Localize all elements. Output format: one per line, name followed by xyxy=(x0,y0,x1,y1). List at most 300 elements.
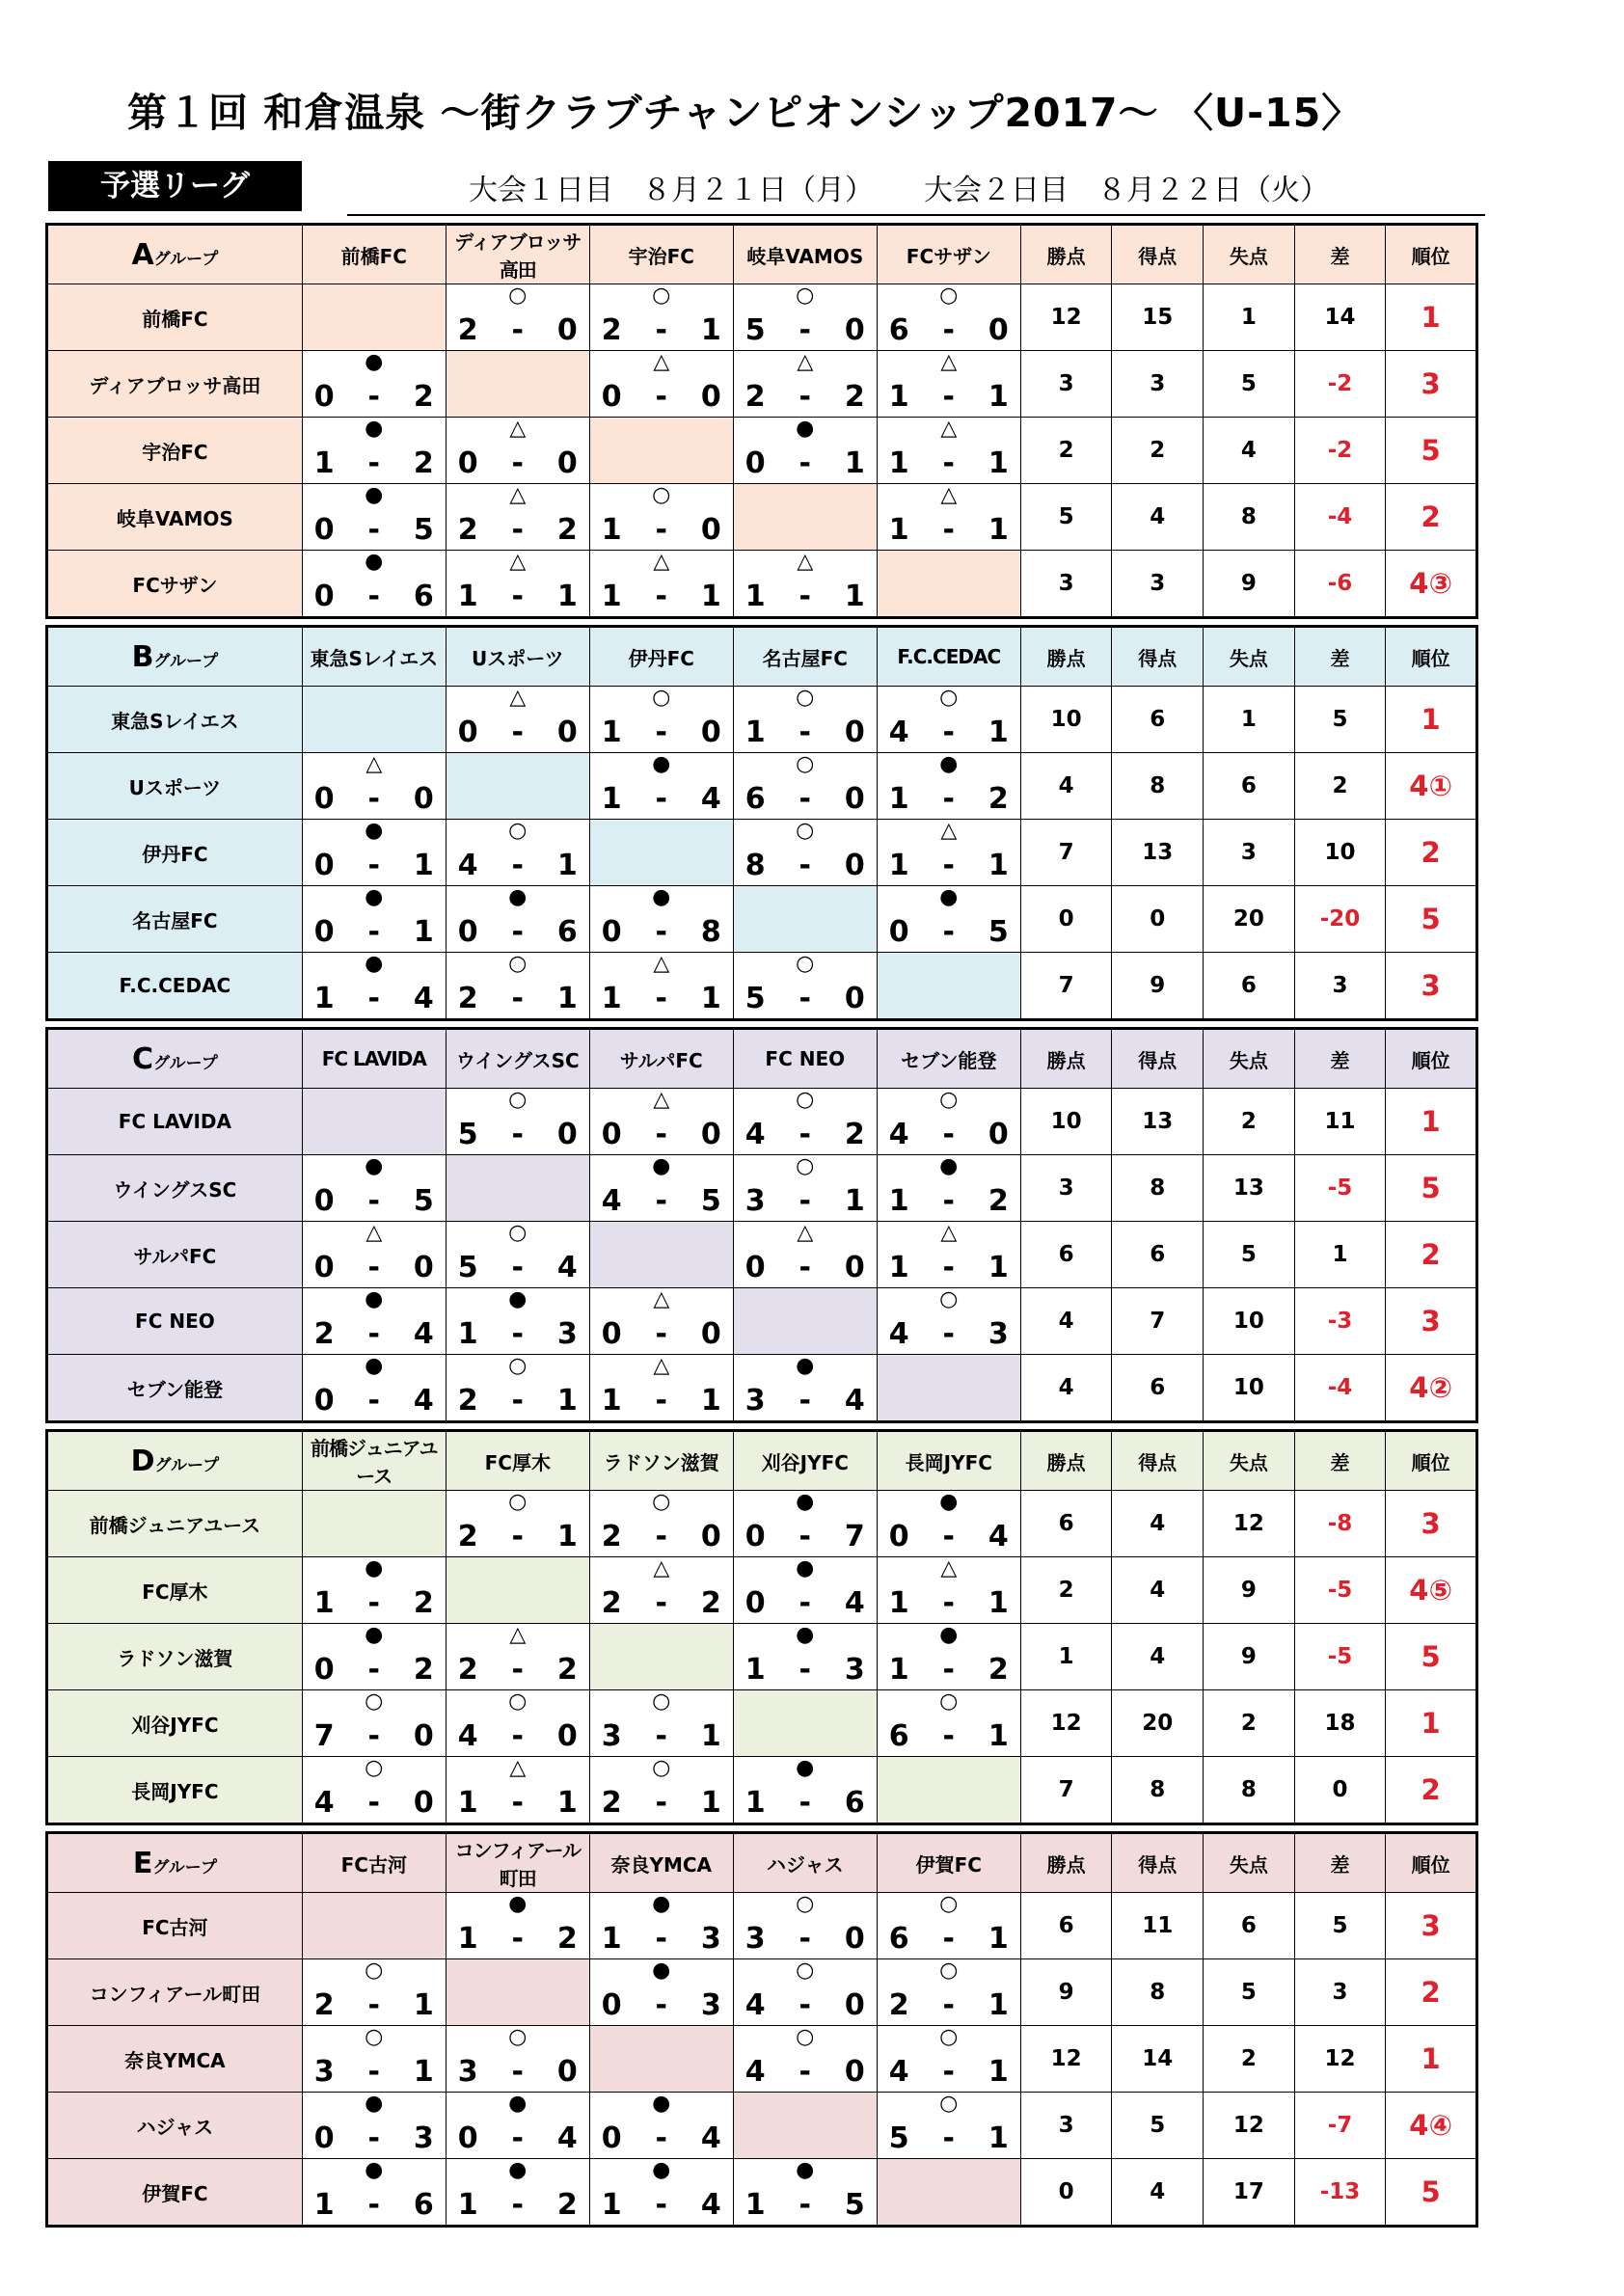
match-score xyxy=(602,381,721,414)
stat-header-rank: 順位 xyxy=(1386,627,1477,687)
match-result-cell xyxy=(302,551,446,618)
score-away: 4 xyxy=(556,1251,578,1284)
score-away: 6 xyxy=(844,1786,865,1820)
win-icon: ○ xyxy=(796,752,815,776)
score-dash: - xyxy=(511,2188,524,2222)
score-dash: - xyxy=(655,1184,667,1218)
win-icon: ○ xyxy=(796,1892,815,1916)
stat-goals-for: 8 xyxy=(1112,1155,1204,1222)
score-dash: - xyxy=(798,1184,811,1218)
match-result-cell xyxy=(589,1893,733,1959)
score-dash: - xyxy=(655,513,667,547)
score-dash: - xyxy=(367,1988,380,2022)
score-dash: - xyxy=(798,1384,811,1418)
stat-goal-diff: 2 xyxy=(1294,753,1386,820)
score-dash: - xyxy=(655,1520,667,1553)
score-away: 8 xyxy=(700,915,721,949)
stat-rank: 2 xyxy=(1386,1757,1477,1824)
team-row xyxy=(47,1491,1477,1557)
draw-icon: △ xyxy=(653,1088,670,1112)
stat-points: 0 xyxy=(1020,2159,1112,2227)
score-home: 1 xyxy=(888,1653,909,1687)
column-team-header: 刈谷JYFC xyxy=(733,1431,877,1491)
stat-goals-for: 0 xyxy=(1112,886,1204,953)
win-icon: ○ xyxy=(796,284,815,308)
score-home: 0 xyxy=(313,1251,335,1284)
match-score xyxy=(889,514,1009,547)
column-team-header: サルパFC xyxy=(589,1029,733,1089)
match-score xyxy=(602,1587,721,1620)
stat-goals-against: 20 xyxy=(1204,886,1295,953)
score-home: 1 xyxy=(601,982,622,1015)
win-icon: ○ xyxy=(365,1689,384,1714)
stat-goal-diff: 5 xyxy=(1294,687,1386,753)
score-home: 0 xyxy=(744,1251,766,1284)
score-away: 4 xyxy=(700,2188,721,2222)
score-home: 0 xyxy=(601,380,622,414)
stat-goals-against: 9 xyxy=(1204,551,1295,618)
stat-goal-diff: -2 xyxy=(1294,418,1386,484)
draw-icon: △ xyxy=(653,952,670,976)
score-home: 5 xyxy=(744,982,766,1015)
match-score xyxy=(602,581,721,613)
stat-header-goals-against: 失点 xyxy=(1204,1431,1295,1491)
score-dash: - xyxy=(367,1384,380,1418)
match-score xyxy=(889,1521,1009,1553)
match-score xyxy=(314,381,434,414)
stat-goals-against: 9 xyxy=(1204,1557,1295,1624)
loss-icon: ● xyxy=(939,752,959,776)
match-score xyxy=(458,1318,578,1351)
match-score xyxy=(458,2122,578,2155)
match-score xyxy=(889,381,1009,414)
match-score xyxy=(889,1587,1009,1620)
stat-points: 2 xyxy=(1020,1557,1112,1624)
row-team-name: ラドソン滋賀 xyxy=(47,1624,303,1690)
win-icon: ○ xyxy=(939,1958,959,1983)
score-home: 0 xyxy=(744,446,766,480)
score-home: 1 xyxy=(744,580,766,613)
match-result-cell xyxy=(446,2093,589,2159)
column-team-header: 東急Sレイエス xyxy=(302,627,446,687)
stat-goals-against: 1 xyxy=(1204,284,1295,351)
loss-icon: ● xyxy=(939,1490,959,1514)
score-dash: - xyxy=(798,446,811,480)
match-score xyxy=(745,1521,865,1553)
score-away: 6 xyxy=(413,580,434,613)
match-result-cell xyxy=(733,687,877,753)
score-home: 3 xyxy=(457,2055,478,2089)
score-home: 0 xyxy=(601,2121,622,2155)
stat-rank: 2 xyxy=(1386,820,1477,886)
match-result-cell xyxy=(733,1155,877,1222)
stat-points: 4 xyxy=(1020,1355,1112,1422)
match-result-cell xyxy=(302,1355,446,1422)
stat-goals-for: 3 xyxy=(1112,551,1204,618)
score-away: 2 xyxy=(556,513,578,547)
draw-icon: △ xyxy=(940,1556,958,1580)
stat-goals-against: 10 xyxy=(1204,1288,1295,1355)
match-result-cell xyxy=(302,418,446,484)
row-team-name: 前橋ジュニアユース xyxy=(47,1491,303,1557)
match-result-cell xyxy=(877,1893,1020,1959)
match-score xyxy=(889,1720,1009,1753)
score-away: 1 xyxy=(700,982,721,1015)
stat-goal-diff: 11 xyxy=(1294,1089,1386,1155)
score-dash: - xyxy=(367,446,380,480)
score-away: 1 xyxy=(988,716,1009,749)
score-dash: - xyxy=(798,1251,811,1284)
group-header-row xyxy=(47,1833,1477,1893)
stat-points: 7 xyxy=(1020,1757,1112,1824)
match-score xyxy=(889,1318,1009,1351)
match-result-cell xyxy=(589,351,733,418)
score-home: 2 xyxy=(457,513,478,547)
match-result-cell xyxy=(446,1624,589,1690)
loss-icon: ● xyxy=(652,2158,671,2182)
group-e-table xyxy=(45,1831,1478,2228)
score-dash: - xyxy=(511,1653,524,1687)
score-home: 1 xyxy=(457,1786,478,1820)
draw-icon: △ xyxy=(797,550,814,574)
match-score xyxy=(602,1989,721,2022)
stat-header-rank: 順位 xyxy=(1386,225,1477,284)
stat-goal-diff: 12 xyxy=(1294,2026,1386,2093)
loss-icon: ● xyxy=(365,1287,384,1311)
column-team-header: コンフィアール町田 xyxy=(446,1833,589,1893)
match-result-cell xyxy=(733,1624,877,1690)
match-score xyxy=(458,2189,578,2222)
group-name xyxy=(47,225,303,284)
win-icon: ○ xyxy=(796,2025,815,2049)
match-result-cell xyxy=(877,1288,1020,1355)
column-team-header: FC LAVIDA xyxy=(302,1029,446,1089)
stat-header-goals-for: 得点 xyxy=(1112,627,1204,687)
group-letter: E xyxy=(132,1846,153,1880)
column-team-header: ラドソン滋賀 xyxy=(589,1431,733,1491)
score-away: 2 xyxy=(413,1653,434,1687)
column-team-header: 伊賀FC xyxy=(877,1833,1020,1893)
match-result-cell xyxy=(733,418,877,484)
stat-points: 6 xyxy=(1020,1893,1112,1959)
match-result-cell xyxy=(877,2026,1020,2093)
match-result-cell xyxy=(733,1089,877,1155)
match-score xyxy=(602,1787,721,1820)
win-icon: ○ xyxy=(508,1221,528,1245)
stat-rank: 1 xyxy=(1386,1089,1477,1155)
score-dash: - xyxy=(367,1653,380,1687)
self-match-cell xyxy=(877,2159,1020,2227)
stat-goals-for: 4 xyxy=(1112,1491,1204,1557)
match-result-cell xyxy=(877,1690,1020,1757)
score-away: 0 xyxy=(844,1922,865,1956)
match-result-cell xyxy=(877,1491,1020,1557)
match-score xyxy=(889,447,1009,480)
stat-goals-for: 4 xyxy=(1112,1557,1204,1624)
stat-goals-for: 4 xyxy=(1112,1624,1204,1690)
loss-icon: ● xyxy=(652,1154,671,1178)
score-away: 5 xyxy=(413,1184,434,1218)
match-result-cell xyxy=(446,484,589,551)
score-away: 4 xyxy=(413,982,434,1015)
score-away: 1 xyxy=(413,2055,434,2089)
stat-goals-against: 5 xyxy=(1204,1222,1295,1288)
stat-rank: 1 xyxy=(1386,2026,1477,2093)
score-away: 0 xyxy=(844,2055,865,2089)
match-result-cell xyxy=(302,886,446,953)
group-b-table xyxy=(45,625,1478,1021)
stat-rank: 4② xyxy=(1386,1355,1477,1422)
loss-icon: ● xyxy=(508,1287,528,1311)
team-row xyxy=(47,1959,1477,2026)
draw-icon: △ xyxy=(940,819,958,843)
row-team-name: 前橋FC xyxy=(47,284,303,351)
score-dash: - xyxy=(798,849,811,882)
team-row xyxy=(47,2026,1477,2093)
win-icon: ○ xyxy=(796,1958,815,1983)
score-away: 0 xyxy=(700,1520,721,1553)
match-result-cell xyxy=(877,1959,1020,2026)
match-score xyxy=(314,1252,434,1284)
stat-header-goals-for: 得点 xyxy=(1112,1431,1204,1491)
score-away: 0 xyxy=(413,1719,434,1753)
score-home: 1 xyxy=(888,1586,909,1620)
score-home: 2 xyxy=(313,1317,335,1351)
score-home: 1 xyxy=(313,446,335,480)
match-score xyxy=(314,983,434,1015)
self-match-cell xyxy=(877,953,1020,1020)
match-result-cell xyxy=(733,551,877,618)
score-away: 0 xyxy=(988,313,1009,347)
loss-icon: ● xyxy=(508,2092,528,2116)
match-result-cell xyxy=(589,1491,733,1557)
score-away: 2 xyxy=(413,446,434,480)
score-dash: - xyxy=(367,782,380,816)
score-away: 1 xyxy=(988,1988,1009,2022)
match-score xyxy=(314,514,434,547)
score-home: 0 xyxy=(744,1520,766,1553)
stat-points: 6 xyxy=(1020,1222,1112,1288)
match-score xyxy=(602,514,721,547)
score-dash: - xyxy=(655,1786,667,1820)
stat-goal-diff: 5 xyxy=(1294,1893,1386,1959)
score-away: 3 xyxy=(844,1653,865,1687)
stat-goal-diff: 3 xyxy=(1294,953,1386,1020)
match-result-cell xyxy=(302,1155,446,1222)
match-score xyxy=(458,1385,578,1418)
win-icon: ○ xyxy=(365,2025,384,2049)
score-dash: - xyxy=(367,2188,380,2222)
team-row xyxy=(47,1089,1477,1155)
schedule-underline xyxy=(347,214,1485,216)
score-home: 1 xyxy=(744,1786,766,1820)
win-icon: ○ xyxy=(652,686,671,710)
match-result-cell xyxy=(733,1557,877,1624)
stat-goals-against: 2 xyxy=(1204,2026,1295,2093)
score-dash: - xyxy=(511,1520,524,1553)
stat-goals-for: 4 xyxy=(1112,2159,1204,2227)
score-away: 1 xyxy=(700,1719,721,1753)
match-score xyxy=(602,983,721,1015)
team-row xyxy=(47,1557,1477,1624)
stat-points: 3 xyxy=(1020,1155,1112,1222)
day1-label: 大会１日目 ８月２１日（月） xyxy=(469,174,874,207)
loss-icon: ● xyxy=(939,1623,959,1647)
self-match-cell xyxy=(589,2026,733,2093)
loss-icon: ● xyxy=(796,1556,815,1580)
match-score xyxy=(602,314,721,347)
stat-rank: 4④ xyxy=(1386,2093,1477,2159)
match-result-cell xyxy=(446,1491,589,1557)
stat-header-points: 勝点 xyxy=(1020,1431,1112,1491)
match-result-cell xyxy=(302,1959,446,2026)
team-row xyxy=(47,886,1477,953)
match-score xyxy=(889,2056,1009,2089)
score-dash: - xyxy=(511,580,524,613)
score-dash: - xyxy=(798,982,811,1015)
match-score xyxy=(889,716,1009,749)
match-result-cell xyxy=(733,2026,877,2093)
score-home: 5 xyxy=(457,1251,478,1284)
score-away: 1 xyxy=(844,446,865,480)
score-home: 2 xyxy=(888,1988,909,2022)
match-result-cell xyxy=(302,1557,446,1624)
score-away: 6 xyxy=(556,915,578,949)
stat-header-goals-against: 失点 xyxy=(1204,1029,1295,1089)
stat-goal-diff: -8 xyxy=(1294,1491,1386,1557)
match-score xyxy=(889,1923,1009,1956)
stat-goals-against: 8 xyxy=(1204,484,1295,551)
score-dash: - xyxy=(367,1251,380,1284)
loss-icon: ● xyxy=(796,2158,815,2182)
score-dash: - xyxy=(798,1653,811,1687)
win-icon: ○ xyxy=(939,1689,959,1714)
score-dash: - xyxy=(942,782,955,816)
match-result-cell xyxy=(877,1089,1020,1155)
score-home: 0 xyxy=(313,915,335,949)
match-result-cell xyxy=(302,1624,446,1690)
stat-goal-diff: 3 xyxy=(1294,1959,1386,2026)
score-away: 1 xyxy=(700,313,721,347)
row-team-name: 宇治FC xyxy=(47,418,303,484)
stat-goals-for: 8 xyxy=(1112,1959,1204,2026)
match-score xyxy=(602,1923,721,1956)
self-match-cell xyxy=(589,1222,733,1288)
score-home: 1 xyxy=(744,1653,766,1687)
score-dash: - xyxy=(511,446,524,480)
loss-icon: ● xyxy=(652,752,671,776)
stat-goals-against: 4 xyxy=(1204,418,1295,484)
self-match-cell xyxy=(733,2093,877,2159)
match-score xyxy=(458,1787,578,1820)
stat-rank: 3 xyxy=(1386,1893,1477,1959)
loss-icon: ● xyxy=(365,550,384,574)
score-away: 0 xyxy=(844,313,865,347)
score-home: 1 xyxy=(601,580,622,613)
stat-goals-for: 14 xyxy=(1112,2026,1204,2093)
score-home: 5 xyxy=(457,1118,478,1151)
match-result-cell xyxy=(733,1491,877,1557)
score-home: 0 xyxy=(313,782,335,816)
match-score xyxy=(314,581,434,613)
match-result-cell xyxy=(302,2026,446,2093)
score-home: 4 xyxy=(601,1184,622,1218)
group-c-table xyxy=(45,1027,1478,1423)
win-icon: ○ xyxy=(939,1287,959,1311)
self-match-cell xyxy=(733,484,877,551)
draw-icon: △ xyxy=(940,483,958,507)
score-dash: - xyxy=(798,1922,811,1956)
match-score xyxy=(889,1119,1009,1151)
row-team-name: FC古河 xyxy=(47,1893,303,1959)
match-result-cell xyxy=(589,1089,733,1155)
team-row xyxy=(47,820,1477,886)
score-home: 1 xyxy=(888,1251,909,1284)
stat-header-rank: 順位 xyxy=(1386,1431,1477,1491)
score-away: 0 xyxy=(988,1118,1009,1151)
win-icon: ○ xyxy=(508,1088,528,1112)
row-team-name: 伊賀FC xyxy=(47,2159,303,2227)
row-team-name: FC LAVIDA xyxy=(47,1089,303,1155)
score-away: 5 xyxy=(700,1184,721,1218)
match-result-cell xyxy=(589,753,733,820)
score-dash: - xyxy=(367,1184,380,1218)
score-away: 1 xyxy=(988,849,1009,882)
column-team-header: 岐阜VAMOS xyxy=(733,225,877,284)
group-letter: C xyxy=(132,1041,154,1076)
score-home: 3 xyxy=(601,1719,622,1753)
score-dash: - xyxy=(798,313,811,347)
score-dash: - xyxy=(798,2188,811,2222)
match-score xyxy=(889,314,1009,347)
match-result-cell xyxy=(733,1222,877,1288)
score-away: 1 xyxy=(844,1184,865,1218)
score-dash: - xyxy=(511,1922,524,1956)
draw-icon: △ xyxy=(797,1221,814,1245)
match-score xyxy=(745,314,865,347)
match-score xyxy=(602,716,721,749)
row-team-name: FCサザン xyxy=(47,551,303,618)
match-score xyxy=(314,1654,434,1687)
match-score xyxy=(458,1252,578,1284)
score-away: 1 xyxy=(556,1520,578,1553)
stat-header-points: 勝点 xyxy=(1020,1833,1112,1893)
score-dash: - xyxy=(798,580,811,613)
score-home: 1 xyxy=(457,2188,478,2222)
stat-rank: 5 xyxy=(1386,1155,1477,1222)
self-match-cell xyxy=(446,1155,589,1222)
draw-icon: △ xyxy=(940,350,958,374)
stat-goal-diff: -2 xyxy=(1294,351,1386,418)
column-team-header: 前橋FC xyxy=(302,225,446,284)
match-result-cell xyxy=(302,2093,446,2159)
score-away: 0 xyxy=(844,716,865,749)
score-home: 1 xyxy=(744,2188,766,2222)
score-dash: - xyxy=(655,1586,667,1620)
match-score xyxy=(745,1185,865,1218)
score-dash: - xyxy=(798,1786,811,1820)
draw-icon: △ xyxy=(509,1623,527,1647)
score-dash: - xyxy=(655,782,667,816)
score-dash: - xyxy=(942,313,955,347)
score-home: 1 xyxy=(888,1184,909,1218)
match-score xyxy=(602,783,721,816)
score-home: 1 xyxy=(457,1922,478,1956)
score-home: 4 xyxy=(457,849,478,882)
stat-goals-against: 6 xyxy=(1204,1893,1295,1959)
stat-header-goals-for: 得点 xyxy=(1112,225,1204,284)
stat-header-goal-diff: 差 xyxy=(1294,225,1386,284)
